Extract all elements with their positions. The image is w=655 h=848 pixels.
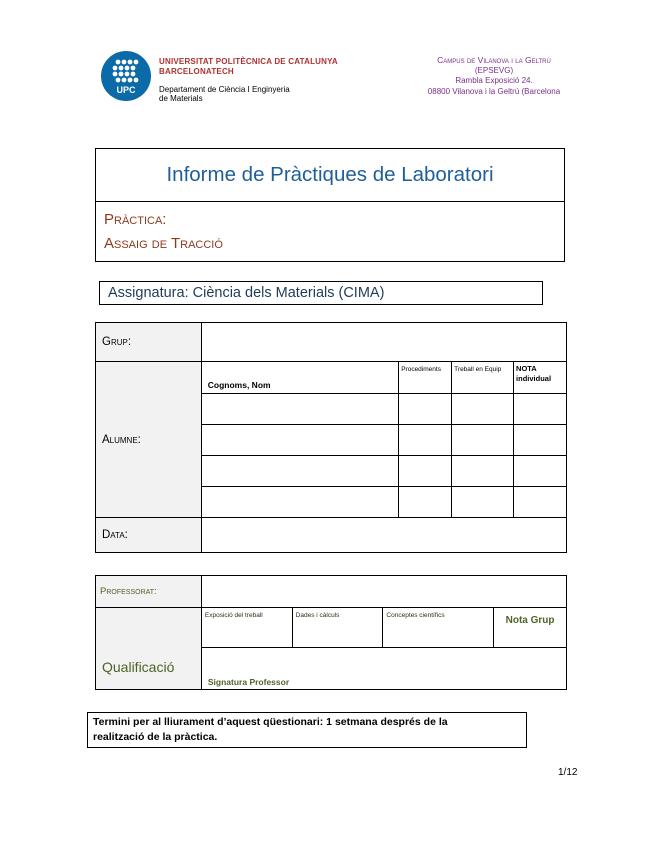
campus-city: 08800 Vilanova i la Geltrú (Barcelona	[427, 86, 561, 96]
data-field[interactable]	[201, 518, 566, 553]
student-name-cell[interactable]	[201, 425, 398, 456]
campus-street: Rambla Exposició 24.	[455, 76, 533, 85]
university-line2: BARCELONATECH	[159, 66, 234, 76]
department-line1: Departament de Ciència I Enginyeria	[159, 85, 290, 94]
subject-label: Assignatura:	[108, 285, 189, 301]
col-name-header: Cognoms, Nom	[201, 362, 398, 394]
student-team-cell[interactable]	[452, 487, 514, 518]
grup-label: Grup:	[96, 323, 202, 362]
student-name-cell[interactable]	[201, 487, 398, 518]
student-name-cell[interactable]	[201, 394, 398, 425]
grup-field[interactable]	[201, 323, 566, 362]
student-form-table	[95, 322, 567, 553]
student-nota-cell[interactable]	[514, 487, 567, 518]
campus-school: (EPSEVG)	[474, 65, 514, 75]
subject-value: Ciència dels Materials (CIMA)	[192, 285, 385, 301]
report-title: Informe de Pràctiques de Laboratori	[96, 149, 564, 202]
professorat-label: Professorat:	[96, 576, 202, 608]
professorat-field[interactable]	[201, 576, 566, 608]
deadline-line2: realització de la pràctica.	[93, 731, 218, 743]
campus-name: Campus de Vilanova i la Geltrú	[437, 55, 551, 65]
svg-text:UPC: UPC	[116, 85, 136, 95]
report-title-box	[95, 148, 565, 262]
col-exposicio-header: Exposició del treball	[201, 608, 292, 648]
university-name	[159, 57, 338, 76]
col-dades-header: Dades i càlculs	[292, 608, 383, 648]
student-nota-cell[interactable]	[514, 456, 567, 487]
grading-table	[95, 575, 567, 690]
col-nota-grup-header: Nota Grup	[494, 608, 567, 648]
student-team-cell[interactable]	[452, 456, 514, 487]
signatura-professor[interactable]: Signatura Professor	[201, 648, 566, 690]
deadline-note	[87, 712, 527, 748]
col-conceptes-header: Conceptes científics	[383, 608, 494, 648]
upc-logo	[101, 51, 151, 101]
subject-box	[99, 281, 543, 305]
student-proc-cell[interactable]	[399, 487, 452, 518]
student-team-cell[interactable]	[452, 425, 514, 456]
deadline-line1: Termini per al lliurament d’aquest qüestionari: 1 setmana després de la	[93, 716, 448, 728]
qualificacio-label: Qualificació	[96, 608, 202, 690]
university-line1: UNIVERSITAT POLITÈCNICA DE CATALUNYA	[159, 57, 338, 66]
col-team-header: Treball en Equip	[452, 362, 514, 394]
student-nota-cell[interactable]	[514, 394, 567, 425]
col-proc-header: Procediments	[399, 362, 452, 394]
practica-value: Assaig de Tracció	[104, 235, 223, 252]
department-line2: de Materials	[159, 94, 203, 103]
col-nota-line1: NOTA	[516, 364, 537, 373]
student-name-cell[interactable]	[201, 456, 398, 487]
department-name	[159, 85, 290, 103]
practica-label: Pràctica:	[104, 211, 167, 228]
student-proc-cell[interactable]	[399, 394, 452, 425]
col-nota-line2: individual	[516, 374, 552, 383]
data-label: Data:	[96, 518, 202, 553]
student-proc-cell[interactable]	[399, 425, 452, 456]
campus-address	[404, 55, 584, 97]
student-nota-cell[interactable]	[514, 425, 567, 456]
col-nota-header	[514, 362, 567, 394]
student-proc-cell[interactable]	[399, 456, 452, 487]
student-team-cell[interactable]	[452, 394, 514, 425]
alumne-label: Alumne:	[96, 362, 202, 518]
page-number: 1/12	[558, 767, 578, 778]
